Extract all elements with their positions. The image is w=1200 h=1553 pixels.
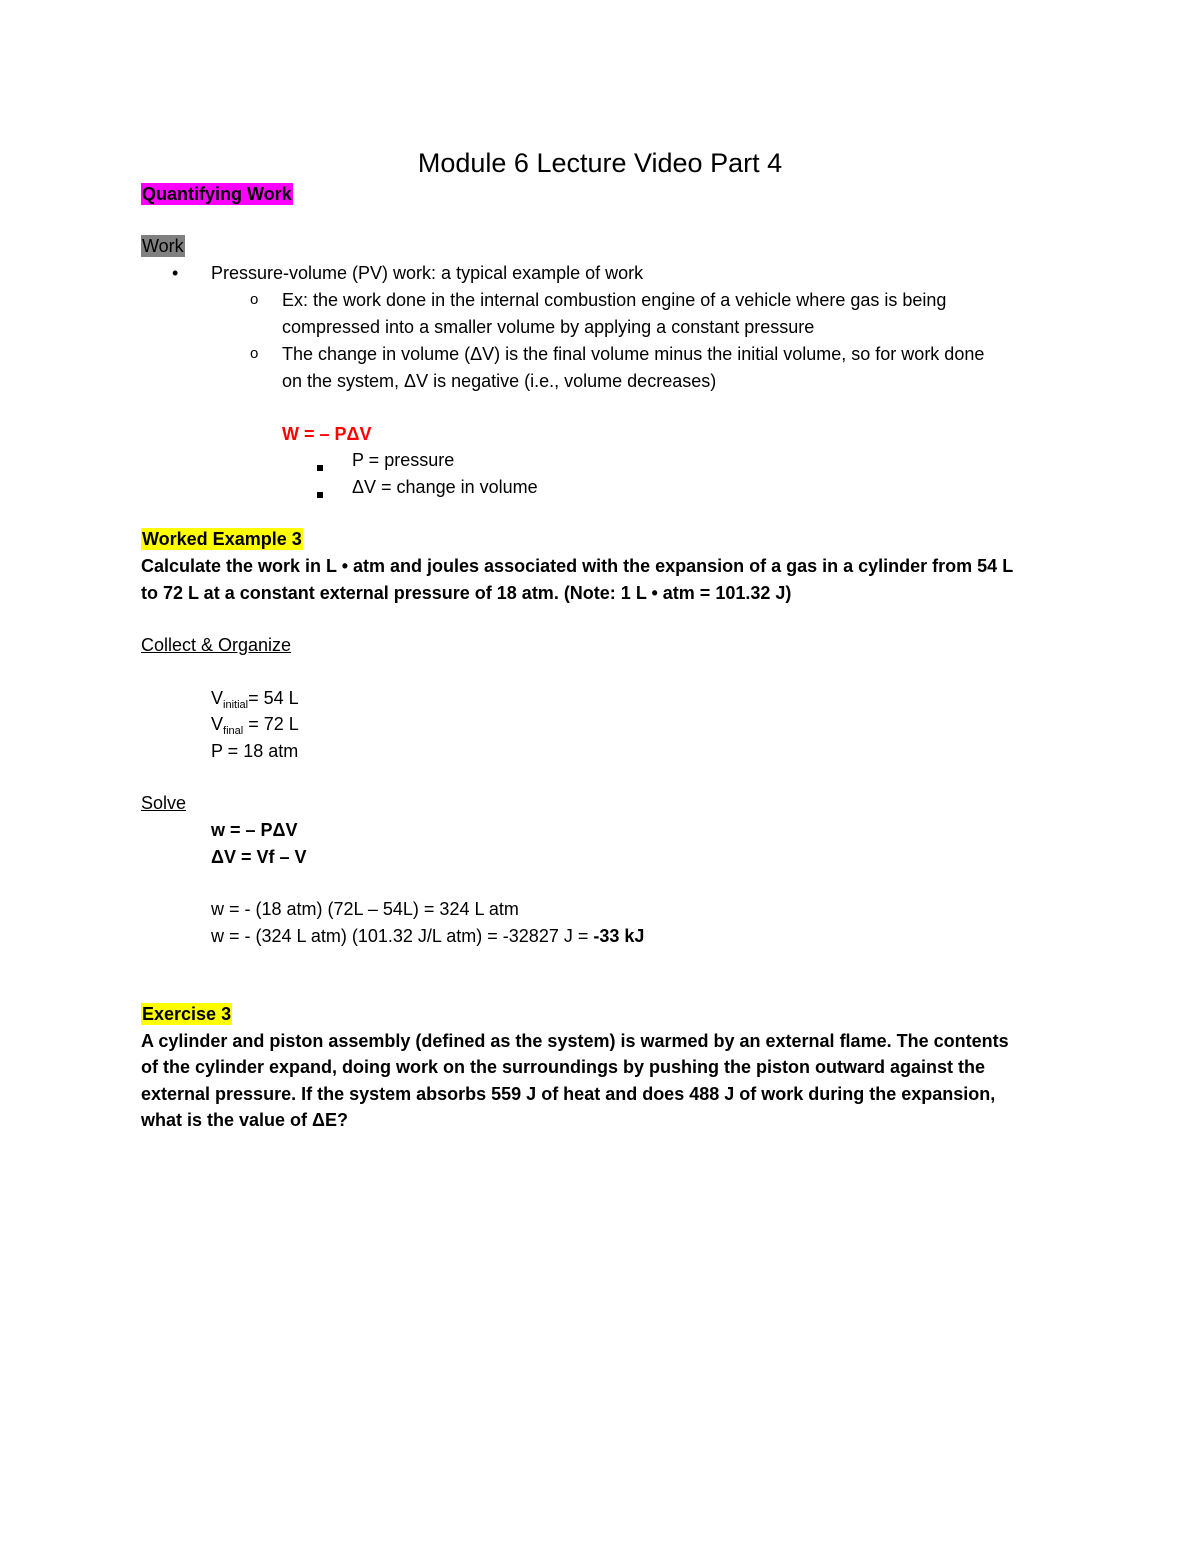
exercise-heading-text: Exercise 3 (142, 1004, 232, 1024)
solve-formula: w = – PΔV (211, 820, 298, 840)
v-initial-line (211, 688, 299, 711)
v-final-symbol: V (211, 714, 224, 734)
pressure-line: P = 18 atm (211, 741, 299, 761)
work-heading-text: Work (142, 236, 184, 256)
worked-example-question-line2: to 72 L at a constant external pressure of 18 atm. (Note: 1 L • atm = 101.32 J) (141, 583, 792, 603)
v-initial-value: = 54 L (248, 688, 299, 708)
v-initial-subscript: initial (223, 699, 249, 711)
definition-volume-change: ΔV = change in volume (352, 477, 538, 497)
square-bullet-icon (317, 456, 323, 474)
solve-heading: Solve (141, 793, 187, 813)
bullet-dot-icon: • (172, 263, 179, 283)
sub-bullet-marker: o (250, 345, 259, 362)
solve-step-2-text: w = - (324 L atm) (101.32 J/L atm) = -32827 J = (211, 926, 594, 946)
section-heading (141, 185, 293, 203)
square-bullet-icon (317, 483, 323, 501)
v-final-subscript: final (223, 725, 244, 737)
definition-pressure: P = pressure (352, 450, 455, 470)
collect-organize-heading: Collect & Organize (141, 635, 292, 655)
page-title: Module 6 Lecture Video Part 4 (417, 148, 783, 178)
sub-bullet-marker: o (250, 291, 259, 308)
section-heading-text: Quantifying Work (142, 184, 292, 204)
sub-bullet-example-line1: Ex: the work done in the internal combustion engine of a vehicle where gas is being (282, 290, 947, 310)
solve-delta-v: ΔV = Vf – V (211, 847, 307, 867)
v-final-value: = 72 L (243, 714, 299, 734)
bullet-item-pv-work: Pressure-volume (PV) work: a typical example of work (211, 263, 644, 283)
sub-bullet-example-line2: compressed into a smaller volume by applying a constant pressure (282, 317, 815, 337)
worked-example-heading (141, 530, 303, 548)
solve-step-1: w = - (18 atm) (72L – 54L) = 324 L atm (211, 899, 519, 919)
exercise-heading (141, 1005, 232, 1023)
work-formula: W = – PΔV (282, 424, 372, 444)
v-initial-symbol: V (211, 688, 224, 708)
solve-answer: -33 kJ (593, 926, 645, 946)
sub-bullet-change-line1: The change in volume (ΔV) is the final volume minus the initial volume, so for work done (282, 344, 985, 364)
solve-step-2 (211, 927, 644, 945)
work-heading (141, 237, 185, 255)
exercise-line3: external pressure. If the system absorbs 559 J of heat and does 488 J of work during the expansion, (141, 1084, 996, 1104)
exercise-line1: A cylinder and piston assembly (defined as the system) is warmed by an external flame. The contents (141, 1031, 1009, 1051)
worked-example-heading-text: Worked Example 3 (142, 529, 302, 549)
worked-example-question-line1: Calculate the work in L • atm and joules associated with the expansion of a gas in a cylinder from 54 L (141, 556, 1014, 576)
sub-bullet-change-line2: on the system, ΔV is negative (i.e., volume decreases) (282, 371, 717, 391)
exercise-line2: of the cylinder expand, doing work on the surroundings by pushing the piston outward against the (141, 1057, 986, 1077)
v-final-line (211, 714, 299, 737)
exercise-line4: what is the value of ΔE? (141, 1110, 348, 1130)
